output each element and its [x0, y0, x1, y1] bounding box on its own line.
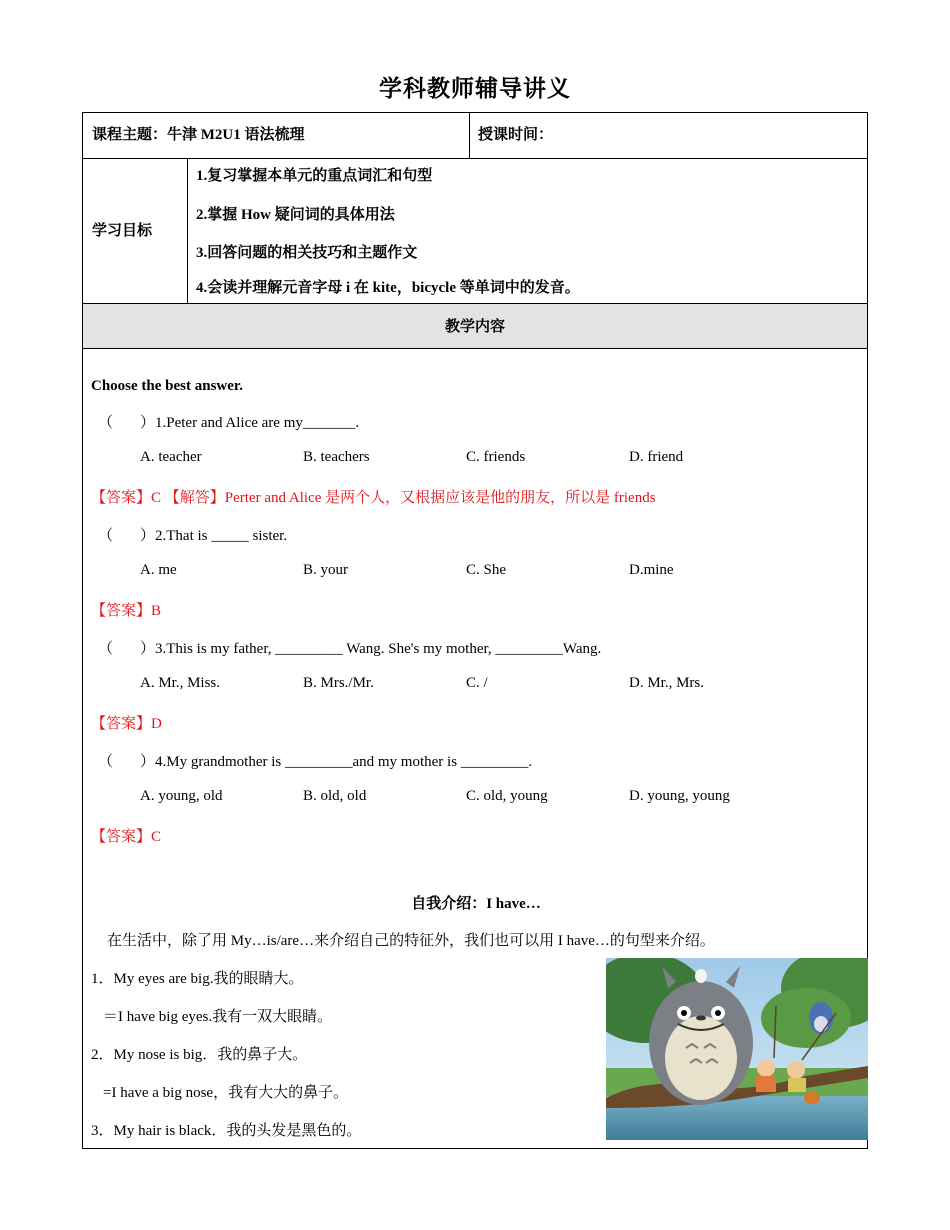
class-time-label: 授课时间： — [478, 127, 554, 143]
example-line: 3．My hair is black．我的头发是黑色的。 — [91, 1123, 362, 1139]
option-b: B. old, old — [303, 788, 367, 804]
answer-blank-paren: （ — [98, 528, 114, 544]
answer-key: 【答案】C — [91, 829, 162, 845]
exercise-instruction: Choose the best answer. — [91, 378, 243, 394]
option-a: A. young, old — [140, 788, 223, 804]
option-d: D.mine — [629, 562, 674, 578]
question-stem: ）4.My grandmother is _________and my mother is _________. — [140, 754, 533, 770]
example-line: ＝I have big eyes.我有一双大眼睛。 — [103, 1009, 333, 1025]
column-divider — [187, 158, 188, 303]
course-topic: 课程主题：牛津 M2U1 语法梳理 — [92, 127, 305, 143]
goal-item: 4.会读并理解元音字母 i 在 kite，bicycle 等单词中的发音。 — [196, 280, 580, 296]
answer-explanation: 【答案】C 【解答】Perter and Alice 是两个人，又根据应该是他的朋友，所以是 friends — [91, 490, 656, 506]
section-paragraph: 在生活中，除了用 My…is/are…来介绍自己的特征外，我们也可以用 I have…的句型来介绍。 — [107, 933, 715, 949]
option-a: A. teacher — [140, 449, 202, 465]
row-divider — [83, 348, 867, 349]
option-d: D. young, young — [629, 788, 730, 804]
example-line: =I have a big nose，我有大大的鼻子。 — [103, 1085, 349, 1101]
section-title: 自我介绍：I have… — [411, 896, 541, 912]
answer-key: 【答案】B — [91, 603, 162, 619]
option-c: C. friends — [466, 449, 526, 465]
goal-item: 1.复习掌握本单元的重点词汇和句型 — [196, 168, 433, 184]
row-divider — [83, 158, 867, 159]
question-stem: ）2.That is _____ sister. — [140, 528, 288, 544]
answer-blank-paren: （ — [98, 754, 114, 770]
option-b: B. your — [303, 562, 348, 578]
answer-blank-paren: （ — [98, 641, 114, 657]
content-header: 教学内容 — [444, 319, 505, 335]
goal-item: 3.回答问题的相关技巧和主题作文 — [196, 245, 418, 261]
question-stem: ）3.This is my father, _________ Wang. She's my mother, _________Wang. — [140, 641, 602, 657]
goal-item: 2.掌握 How 疑问词的具体用法 — [196, 207, 395, 223]
example-line: 1．My eyes are big.我的眼睛大。 — [91, 971, 304, 987]
answer-key: 【答案】D — [91, 716, 162, 732]
option-b: B. Mrs./Mr. — [303, 675, 374, 691]
column-divider — [469, 113, 470, 158]
totoro-illustration — [606, 958, 868, 1140]
handout-table — [82, 112, 868, 1149]
option-c: C. / — [466, 675, 488, 691]
answer-blank-paren: （ — [98, 415, 114, 431]
option-c: C. She — [466, 562, 507, 578]
question-stem: ）1.Peter and Alice are my_______. — [140, 415, 360, 431]
page-title: 学科教师辅导讲义 — [379, 76, 571, 101]
option-a: A. Mr., Miss. — [140, 675, 221, 691]
example-line: 2．My nose is big．我的鼻子大。 — [91, 1047, 308, 1063]
option-d: D. Mr., Mrs. — [629, 675, 705, 691]
option-b: B. teachers — [303, 449, 370, 465]
option-a: A. me — [140, 562, 177, 578]
option-c: C. old, young — [466, 788, 548, 804]
option-d: D. friend — [629, 449, 684, 465]
goals-label: 学习目标 — [92, 223, 153, 239]
